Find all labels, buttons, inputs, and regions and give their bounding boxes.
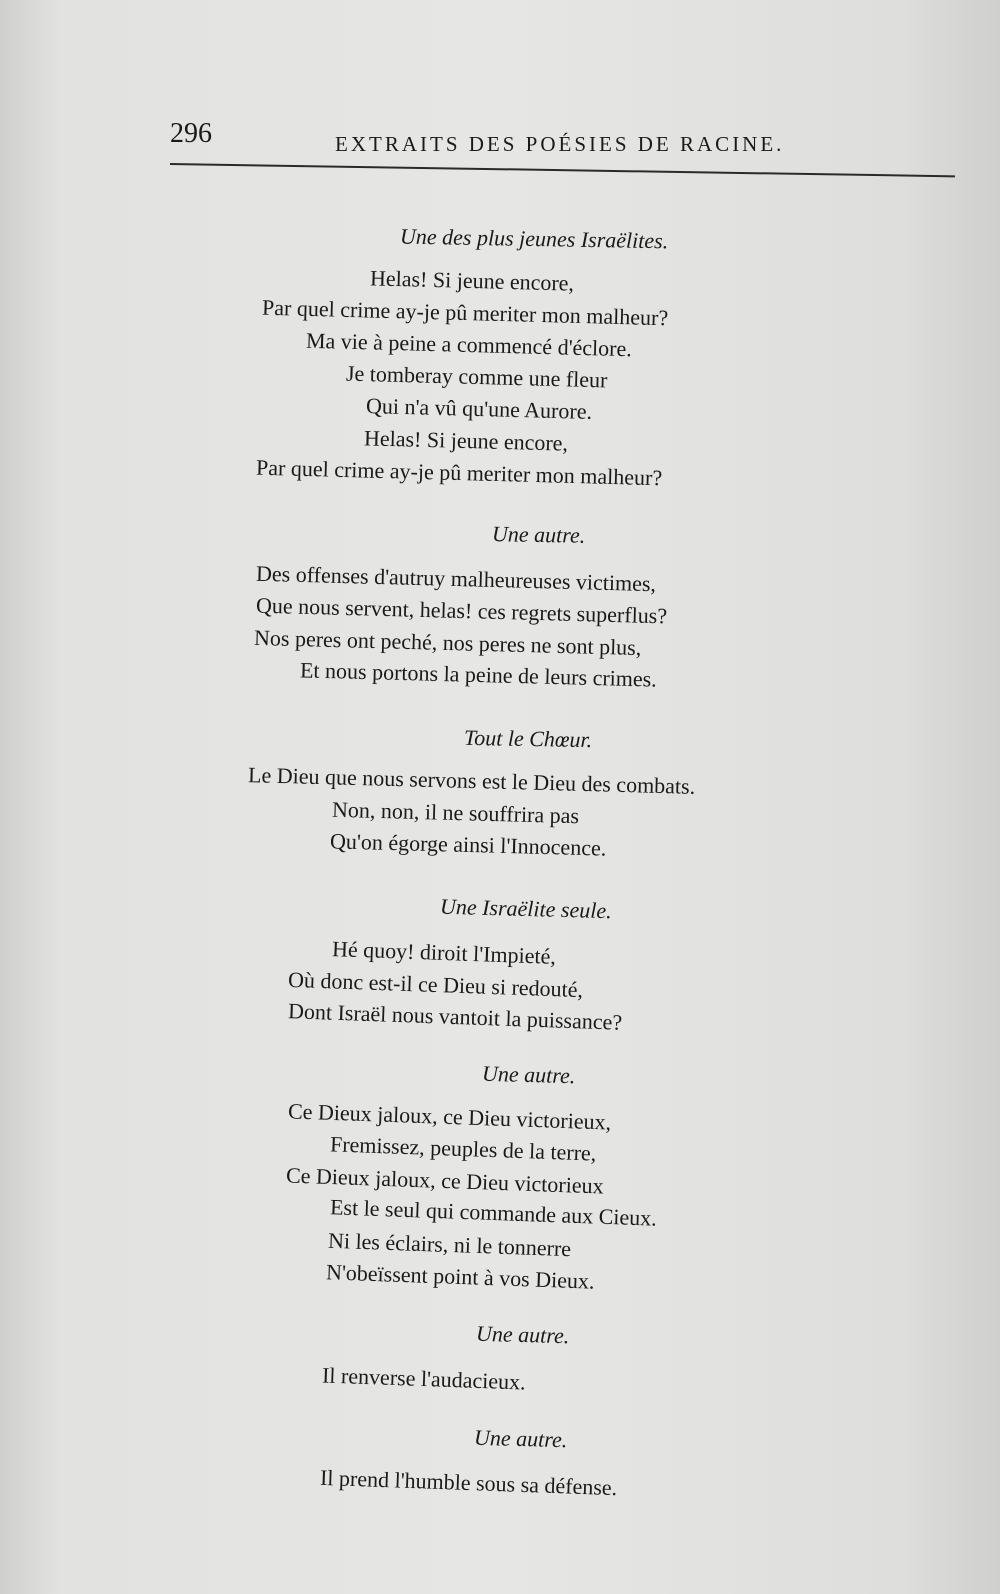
verse-line: N'obeïssent point à vos Dieux. [325, 1259, 595, 1294]
speaker-heading: Une des plus jeunes Israëlites. [399, 223, 669, 254]
verse-line: Des offenses d'autruy malheureuses victimes, [255, 560, 657, 597]
verse-line: Non, non, il ne souffrira pas [331, 796, 580, 829]
speaker-heading: Une autre. [475, 1320, 570, 1349]
verse-line: Fremissez, peuples de la terre, [329, 1131, 597, 1166]
verse-line: Qui n'a vû qu'une Aurore. [365, 393, 593, 424]
verse-line: Il prend l'humble sous sa défense. [319, 1464, 618, 1501]
verse-line: Il renverse l'audacieux. [321, 1362, 527, 1395]
verse-line: Par quel crime ay-je pû meriter mon malheur? [261, 294, 669, 331]
verse-line: Par quel crime ay-je pû meriter mon malheur? [255, 454, 663, 491]
running-title: EXTRAITS DES POÉSIES DE RACINE. [335, 132, 785, 156]
speaker-heading: Une Israëlite seule. [439, 893, 612, 924]
verse-line: Qu'on égorge ainsi l'Innocence. [329, 828, 607, 861]
speaker-heading: Une autre. [481, 1060, 576, 1089]
verse-line: Helas! Si jeune encore, [363, 425, 569, 456]
speaker-heading: Une autre. [491, 521, 586, 548]
verse-line: Le Dieu que nous servons est le Dieu des combats. [247, 762, 696, 799]
verse-line: Je tomberay comme une fleur [345, 360, 608, 393]
page-number: 296 [170, 118, 212, 149]
verse-line: Que nous servent, helas! ces regrets superflus? [255, 592, 668, 629]
verse-line: Helas! Si jeune encore, [369, 265, 575, 296]
verse-line: Ce Dieux jaloux, ce Dieu victorieux, [287, 1098, 612, 1135]
verse-line: Nos peres ont peché, nos peres ne sont plus, [253, 624, 642, 661]
verse-line: Hé quoy! diroit l'Impieté, [331, 936, 557, 969]
speaker-heading: Une autre. [473, 1424, 568, 1453]
verse-line: Est le seul qui commande aux Cieux. [329, 1194, 658, 1231]
verse-line: Et nous portons la peine de leurs crimes. [299, 657, 658, 692]
verse-line: Dont Israël nous vantoit la puissance? [287, 998, 623, 1035]
verse-line: Ni les éclairs, ni le tonnerre [327, 1227, 572, 1262]
verse-line: Où donc est-il ce Dieu si redouté, [287, 966, 584, 1003]
verse-line: Ma vie à peine a commencé d'éclore. [305, 327, 633, 362]
speaker-heading: Tout le Chœur. [463, 724, 593, 753]
verse-line: Ce Dieux jaloux, ce Dieu victorieux [285, 1162, 605, 1199]
